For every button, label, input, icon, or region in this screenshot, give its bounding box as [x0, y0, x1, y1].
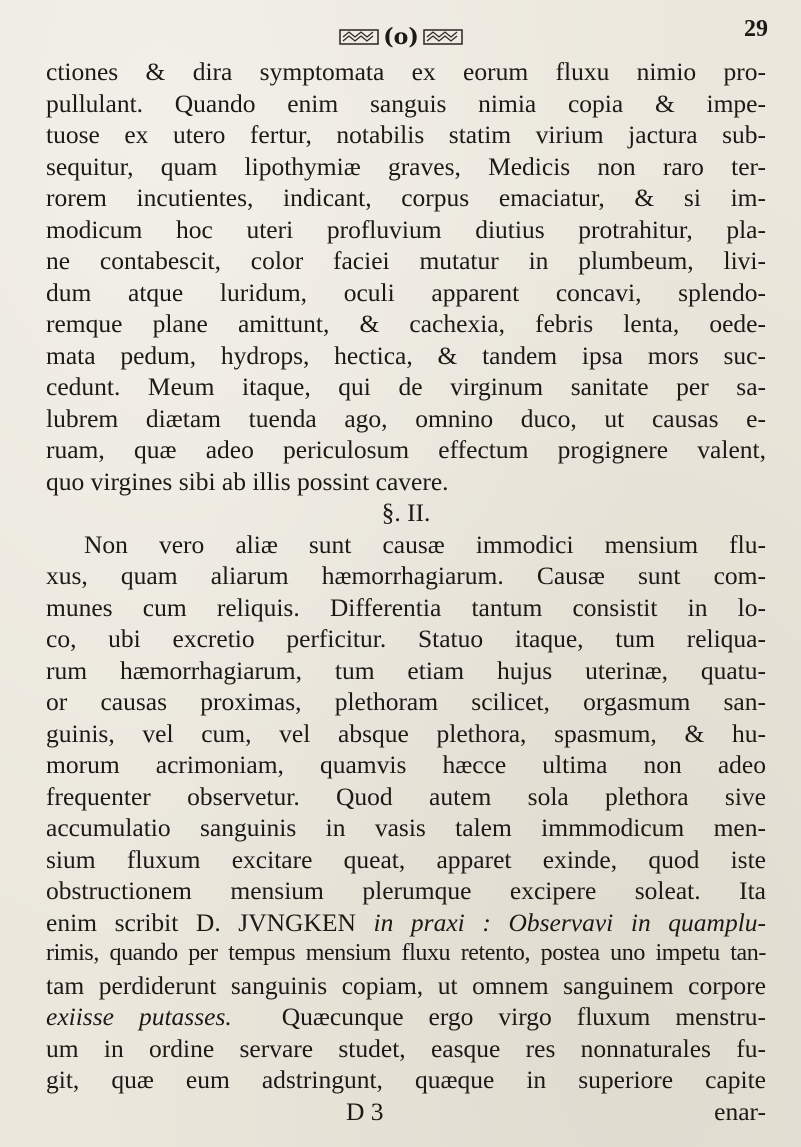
text-line: Non vero aliæ sunt causæ immodici mensium flu- [84, 529, 766, 559]
text-line: pullulant. Quando enim sanguis nimia copia & impe- [46, 88, 766, 118]
text-line: ctiones & dira symptomata ex eorum fluxu nimio pro- [46, 57, 766, 86]
running-head [0, 16, 801, 56]
page-footer [46, 1096, 766, 1128]
text-line: morum acrimoniam, quamvis hæcce ultima non adeo [46, 750, 766, 779]
signature-mark: D 3 [346, 1096, 384, 1126]
page-number: 29 [744, 16, 768, 42]
text-line: accumulatio sanguinis in vasis talem immmodicum men- [46, 813, 766, 842]
section-heading: §. II. [381, 498, 431, 527]
text-line: sium fluxum excitare queat, apparet exinde, quod iste [46, 844, 766, 874]
text-line: sequitur, quam lipothymiæ graves, Medicis non raro ter- [46, 151, 766, 181]
text-line: ruam, quæ adeo periculosum effectum progignere valent, [46, 435, 766, 464]
text-line: xus, quam aliarum hæmorrhagiarum. Causæ sunt com- [46, 561, 766, 590]
text-line: git, quæ eum adstringunt, quæque in superiore capite [46, 1065, 766, 1094]
main-text [46, 56, 766, 1127]
ornament-center: (o) [383, 24, 419, 50]
headpiece-ornament [338, 26, 464, 48]
text-line: quo virgines sibi ab illis possint cavere. [46, 466, 449, 496]
quote-line: Observavi in quamplu- [508, 907, 767, 937]
quote-line: tam perdiderunt sanguinis copiam, ut omnem sanguinem corpore [46, 970, 766, 1000]
text-line: or causas proximas, plethoram scilicet, orgasmum san- [46, 687, 766, 716]
text-line: rorem incutientes, indicant, corpus emaciatur, & si im- [46, 183, 766, 212]
text-line: munes cum reliquis. Differentia tantum consistit in lo- [46, 592, 766, 622]
text-line: modicum hoc uteri profluvium diutius protrahitur, pla- [46, 214, 766, 244]
quote-closing-line [46, 1001, 766, 1033]
text-line: remque plane amittunt, & cachexia, febris lenta, oede- [46, 309, 766, 338]
text-line: frequenter observetur. Quod autem sola plethora sive [46, 781, 766, 811]
ornament-right-icon [423, 28, 463, 46]
text-line: guinis, vel cum, vel absque plethora, spasmum, & hu- [46, 718, 766, 748]
text-line: co, ubi excretio perficitur. Statuo itaque, tum reliqua- [46, 624, 766, 653]
quote-line: exiisse putasses. [46, 1002, 232, 1031]
text-line: dum atque luridum, oculi apparent concavi, splendo- [46, 277, 766, 307]
quote-intro-line [46, 907, 766, 939]
closing-tail: Quæcunque ergo virgo fluxum menstru- [281, 1002, 766, 1031]
text-line: cedunt. Meum itaque, qui de virginum sanitate per sa- [46, 372, 766, 401]
text-line: rum hæmorrhagiarum, tum etiam hujus uterinæ, quatu- [46, 655, 766, 685]
text-line: tuose ex utero fertur, notabilis statim virium jactura sub- [46, 120, 766, 149]
ornament-left-icon [339, 28, 379, 46]
text-line: um in ordine servare studet, easque res nonnaturales fu- [46, 1033, 766, 1063]
text-line: obstructionem mensium plerumque excipere soleat. Ita [46, 876, 766, 905]
text-line: ne contabescit, color faciei mutatur in plumbeum, livi- [46, 246, 766, 275]
quote-line: rimis, quando per tempus mensium fluxu retento, postea uno impetu tan- [46, 940, 766, 966]
quote-intro: enim scribit D. JVNGKEN [46, 907, 356, 937]
catchword: enar- [714, 1096, 766, 1126]
quote-source: in praxi : [373, 907, 491, 937]
text-line: lubrem diætam tuenda ago, omnino duco, ut causas e- [46, 403, 766, 433]
text-line: mata pedum, hydrops, hectica, & tandem ipsa mors suc- [46, 340, 766, 370]
